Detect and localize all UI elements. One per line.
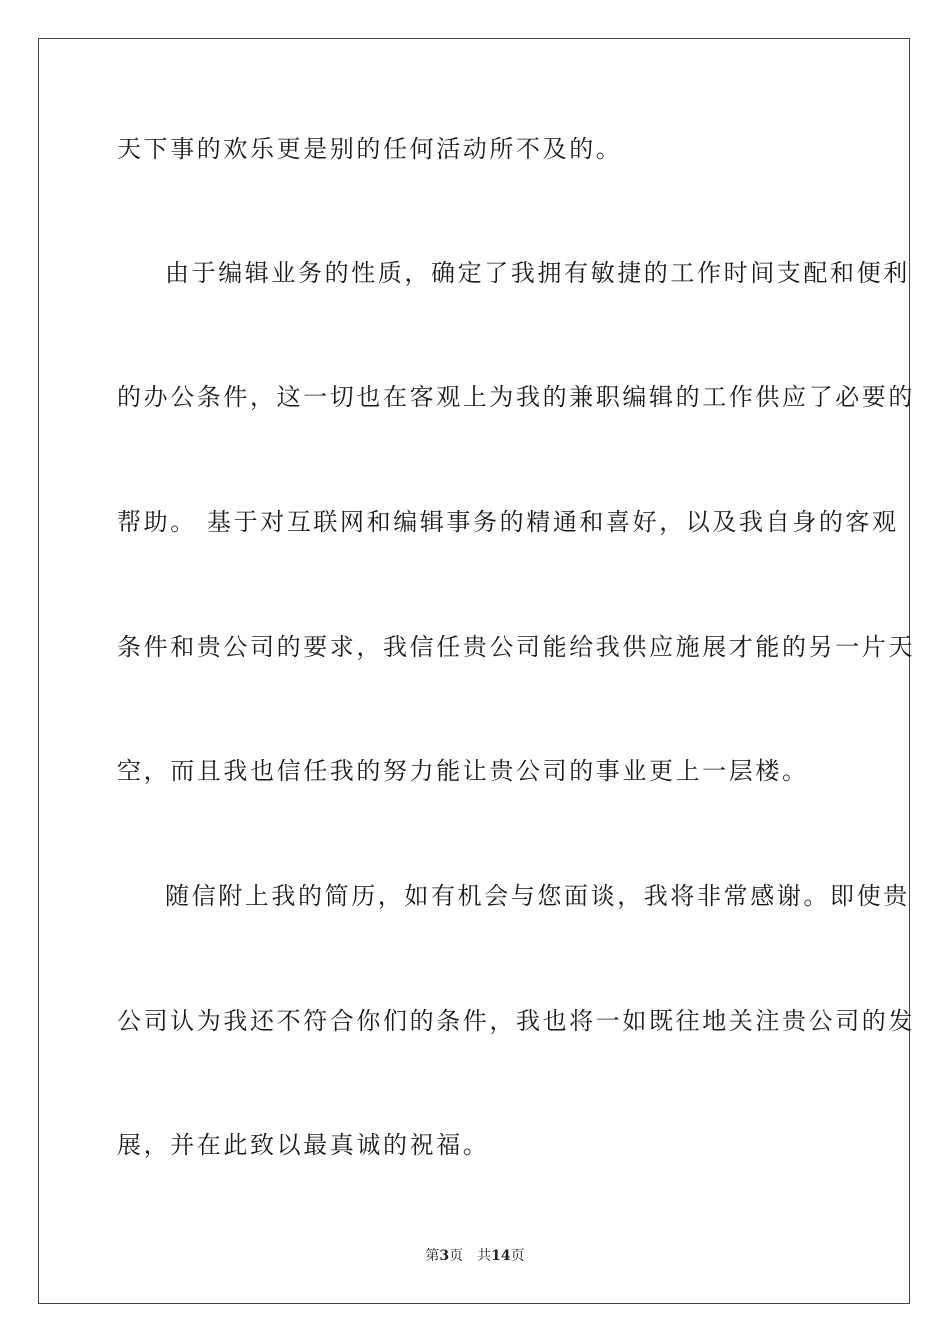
page-footer [0, 1247, 950, 1265]
paragraph-line-6: 空，而且我也信任我的努力能让贵公司的事业更上一层楼。 [117, 757, 809, 785]
paragraph-line-3: 的办公条件，这一切也在客观上为我的兼职编辑的工作供应了必要的 [117, 383, 915, 411]
page-prefix: 第 [425, 1248, 440, 1264]
page-number: 3 [439, 1248, 450, 1264]
total-suffix: 页 [510, 1248, 525, 1264]
paragraph-line-4: 帮助。 基于对互联网和编辑事务的精通和喜好，以及我自身的客观 [117, 508, 899, 536]
total-prefix: 共 [477, 1248, 492, 1264]
total-pages: 14 [491, 1248, 511, 1264]
page-border [38, 38, 915, 1304]
paragraph-line-7: 随信附上我的简历，如有机会与您面谈，我将非常感谢。即使贵 [165, 882, 910, 910]
paragraph-line-8: 公司认为我还不符合你们的条件，我也将一如既往地关注贵公司的发 [117, 1007, 915, 1035]
paragraph-line-1: 天下事的欢乐更是别的任何活动所不及的。 [117, 135, 623, 163]
paragraph-line-5: 条件和贵公司的要求，我信任贵公司能给我供应施展才能的另一片天 [117, 633, 915, 661]
page-suffix: 页 [449, 1248, 464, 1264]
paragraph-line-2: 由于编辑业务的性质，确定了我拥有敏捷的工作时间支配和便利 [165, 259, 910, 287]
paragraph-line-9: 展，并在此致以最真诚的祝福。 [117, 1131, 490, 1159]
